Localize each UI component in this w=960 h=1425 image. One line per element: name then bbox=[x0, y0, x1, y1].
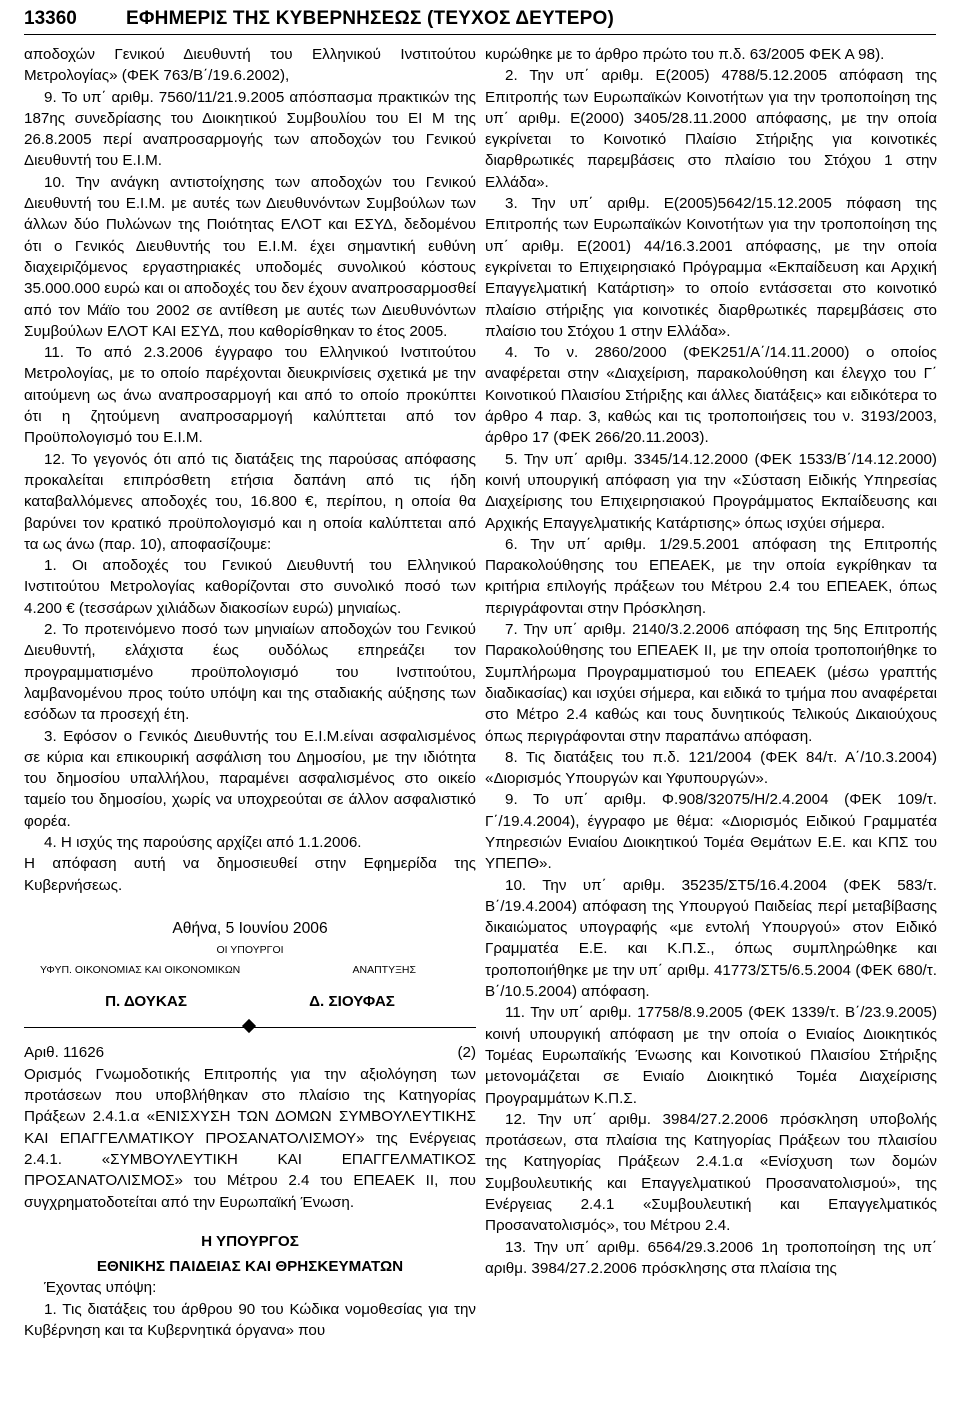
page-number: 13360 bbox=[24, 8, 77, 29]
paragraph: 7. Την υπ΄ αριθμ. 2140/3.2.2006 απόφαση της 5ης Επιτροπής Παρακολούθησης του ΕΠΕΑΕΚ ΙΙ, με την οποία τροποποιήθηκε το Συμπλήρωμα Προγραμματισμού του ΕΠΕΑΕΚ (μέσω γραπτής διαδικασίας) και ισχύει σήμερα, και ειδικά το τμήμα που αναφέρεται στο Μέτρο 2.4 καθώς και τους δυνητικούς Τελικούς Δικαιούχους όπως περιγράφονται στην παραπάνω απόφαση. bbox=[485, 621, 937, 745]
paragraph: 3. Εφόσον ο Γενικός Διευθυντής του Ε.Ι.Μ.είναι ασφαλισμένος σε κύρια και επικουρική ασφάλιση του Δημοσίου, με την ιδιότητα του δημοσίου υπαλλήλου, παραμένει ασφαλισμένος στο οικείο ταμείο του δημοσίου, χωρίς να υποχρεούται σε άλλον ασφαλιστικό φορέα. bbox=[24, 727, 476, 830]
decision-header bbox=[24, 1042, 476, 1063]
paragraph: 9. Το υπ΄ αριθμ. 7560/11/21.9.2005 απόσπασμα πρακτικών της 187ης συνεδρίασης του Διοικητικού Συμβουλίου του ΕΙ Μ της 26.8.2005 περί αναπροσαρμογής των αποδοχών του Γενικού Διευθυντή του Ε.Ι.Μ. bbox=[24, 88, 476, 170]
right-signatory-role: ΑΝΑΠΤΥΞΗΣ bbox=[352, 964, 416, 977]
paragraph: 2. Την υπ΄ αριθμ. Ε(2005) 4788/5.12.2005 απόφαση της Επιτροπής των Ευρωπαϊκών Κοινοτήτων για την τροποποίηση της υπ΄ αριθμ. Ε(2000) 3405/28.11.2000 απόφασης, με την οποία εγκρίνεται το Κοινοτικό Πλαίσιο Στήριξης για κοινοτικές διαρθρωτικές παρεμβάσεις στο πλαίσιο του Στόχου 1 στην Ελλάδα». bbox=[485, 67, 937, 191]
minister-title: Η ΥΠΟΥΡΓΟΣ bbox=[201, 1232, 299, 1250]
signature-ministers-label bbox=[24, 941, 476, 959]
minister-ministry: ΕΘΝΙΚΗΣ ΠΑΙΔΕΙΑΣ ΚΑΙ ΘΡΗΣΚΕΥΜΑΤΩΝ bbox=[96, 1258, 404, 1276]
ministers-label: ΟΙ ΥΠΟΥΡΓΟΙ bbox=[216, 944, 284, 957]
paragraph: 10. Την ανάγκη αντιστοίχησης των αποδοχών του Γενικού Διευθυντή του Ε.Ι.Μ. με αυτές των Διευθυνόντων Συμβούλων των άλλων δύο Πυλώνων της Ποιότητας ΕΛΟΤ και ΕΣΥΔ, δεδομένου ότι ο Γενικός Διευθυντής του Ε.Ι.Μ. έχει σημαντική ευθύνη διαχειριζόμενος εργαστηριακές υποδομές συνολικού κόστους 35.000.000 ευρώ και οι αποδοχές του δεν έχουν αναπροσαρμοσθεί από τον Μάϊο του 2002 σε αντίθεση με αυτές των Διευθυνόντων Συμβούλων ΕΛΟΤ ΚΑΙ ΕΣΥΔ, που καθορίσθηκαν το έτος 2005. bbox=[24, 173, 476, 340]
paragraph: αποδοχών Γενικού Διευθυντή του Ελληνικού Ινστιτούτου Μετρολογίας» (ΦΕΚ 763/Β΄/19.6.2002), bbox=[24, 46, 476, 85]
paragraph: 9. Το υπ΄ αριθμ. Φ.908/32075/Η/2.4.2004 (ΦΕΚ 109/τ. Γ΄/19.4.2004), έγγραφο με θέμα: «Διορισμός Ειδικού Γραμματέα Υπηρεσιών Ενιαίου Διοικητικού Τομέα Θεμάτων Ε.Ε. και ΚΠΣ του ΥΠΕΠΘ». bbox=[485, 791, 937, 873]
section-divider bbox=[24, 1016, 476, 1038]
signature-roles bbox=[24, 961, 476, 979]
gazette-title: ΕΦΗΜΕΡΙΣ ΤΗΣ ΚΥΒΕΡΝΗΣΕΩΣ (ΤΕΥΧΟΣ ΔΕΥΤΕΡΟ) bbox=[126, 8, 614, 29]
paragraph: κυρώθηκε με το άρθρο πρώτο του π.δ. 63/2005 ΦΕΚ Α 98). bbox=[485, 46, 885, 63]
left-signatory-role: ΥΦΥΠ. ΟΙΚΟΝΟΜΙΑΣ ΚΑΙ ΟΙΚΟΝΟΜΙΚΩΝ bbox=[40, 964, 241, 977]
decision-subject: Ορισμός Γνωμοδοτικής Επιτροπής για την αξιολόγηση των προτάσεων που υποβλήθηκαν στο πλαίσιο της Κατηγορίας Πράξεων 2.4.1.α «ΕΝΙΣΧΥΣΗ ΤΩΝ ΔΟΜΩΝ ΣΥΜΒΟΥΛΕΥΤΙΚΗΣ ΚΑΙ ΕΠΑΓΓΕΛΜΑΤΙΚΟΥ ΠΡΟΣΑΝΑΤΟΛΙΣΜΟΥ» της Ενέργειας 2.4.1. «ΣΥΜΒΟΥΛΕΥΤΙΚΗ ΚΑΙ ΕΠΑΓΓΕΛΜΑΤΙΚΟΣ ΠΡΟΣΑΝΑΤΟΛΙΣΜΟΣ» του Μέτρου 2.4 του ΕΠΕΑΕΚ ΙΙ, που συγχρηματοδοτείται από την Ευρωπαϊκή Ένωση. bbox=[24, 1065, 476, 1211]
signature-names bbox=[24, 991, 476, 1012]
page-header bbox=[24, 4, 936, 35]
paragraph: 12. Το γεγονός ότι από τις διατάξεις της παρούσας απόφασης προκαλείται επιπρόσθετη ετήσια δαπάνη από τις ήδη καταβαλλόμενες αποδοχές του, 16.800 €, περίπου, η οποία θα βαρύνει τον κρατικό προϋπολογισμό και η οποία καλύπτεται από τα ως άνω (παρ. 10), αποφασίζουμε: bbox=[24, 450, 476, 553]
paragraph: 11. Το από 2.3.2006 έγγραφο του Ελληνικού Ινστιτούτου Μετρολογίας, με το οποίο παρέχονται διευκρινίσεις σχετικά με την αιτούμενη ως άνω αναπροσαρμογή και από το οποίο προκύπτει ότι η ζητούμενη αναπροσαρμογή καλύπτεται από τον Προϋπολογισμό του Ε.Ι.Μ. bbox=[24, 344, 476, 447]
paragraph: 6. Την υπ΄ αριθμ. 1/29.5.2001 απόφαση της Επιτροπής Παρακολούθησης του ΕΠΕΑΕΚ, με την οποία εγκρίθηκαν τα κριτήρια επιλογής πράξεων του Μέτρου 2.4 του ΕΠΕΑΕΚ, όπως περιγράφονται στην Πρόσκληση. bbox=[485, 535, 937, 617]
paragraph: 1. Τις διατάξεις του άρθρου 90 του Κώδικα νομοθεσίας για την Κυβέρνηση και τα Κυβερνητικά όργανα» που bbox=[24, 1300, 476, 1340]
paragraph: 4. Το ν. 2860/2000 (ΦΕΚ251/Α΄/14.11.2000) ο οποίος αναφέρεται στην «Διαχείριση, παρακολούθηση και έλεγχο του Γ΄ Κοινοτικού Πλαισίου Στήριξης και άλλες διατάξεις» και ειδικότερα το άρθρο 4 παρ. 3, καθώς και τις τροποποιήσεις του ν. 3193/2003, άρθρο 17 (ΦΕΚ 266/20.11.2003). bbox=[485, 344, 937, 447]
signature-place-date: Αθήνα, 5 Ιουνίου 2006 bbox=[172, 919, 328, 937]
paragraph: 1. Οι αποδοχές του Γενικού Διευθυντή του Ελληνικού Ινστιτούτου Μετρολογίας καθορίζονται στο συνολικό ποσό των 4.200 € (τεσσάρων χιλιάδων διακοσίων ευρώ) μηνιαίως. bbox=[24, 557, 476, 617]
diamond-icon bbox=[242, 1019, 256, 1033]
paragraph: 11. Την υπ΄ αριθμ. 17758/8.9.2005 (ΦΕΚ 1339/τ. Β΄/23.9.2005) κοινή υπουργική απόφαση με την οποία ο Ενιαίος Διοικητικός Τομέας Ευρωπαϊκής Ένωσης και Κοινοτικού Πλαισίου Στήριξης μετονομάζεται σε Ενιαίο Διοικητικό Τομέα Διαχείρισης Προγραμμάτων Κ.Π.Σ. bbox=[485, 1004, 937, 1107]
right-signatory-name: Δ. ΣΙΟΥΦΑΣ bbox=[309, 993, 395, 1011]
paragraph: 12. Την υπ΄ αριθμ. 3984/27.2.2006 πρόσκληση υποβολής προτάσεων, στα πλαίσια της Κατηγορίας Πράξεων του πλαισίου της Κατηγορίας Πράξεων 2.4.1.α «Ενίσχυση των δομών Συμβουλευτικής και Επαγγελματικού Προσανατολισμού», της Ενέργειας 2.4.1 «Συμβουλευτική και Επαγγελματικός Προσανατολισμός», του Μέτρου 2.4. bbox=[485, 1110, 937, 1235]
paragraph: 8. Τις διατάξεις του π.δ. 121/2004 (ΦΕΚ 84/τ. Α΄/10.3.2004) «Διορισμός Υπουργών και Υφυπουργών». bbox=[485, 748, 937, 788]
paragraph: 2. Το προτεινόμενο ποσό των μηνιαίων αποδοχών του Γενικού Διευθυντή, ελάχιστα έως ουδόλως επηρεάζει τον προγραμματισμένο προϋπολογισμό του Ινστιτούτου, λαμβανομένου προς τούτο υπόψη και της σταδιακής αύξησης των εσόδων τα προσεχή έτη. bbox=[24, 621, 476, 724]
paragraph: 4. Η ισχύς της παρούσης αρχίζει από 1.1.2006. bbox=[44, 833, 362, 851]
left-signatory-name: Π. ΔΟΥΚΑΣ bbox=[105, 993, 187, 1011]
left-column bbox=[24, 44, 476, 1341]
paragraph: 10. Την υπ΄ αριθμ. 35235/ΣΤ5/16.4.2004 (ΦΕΚ 583/τ. Β΄/19.4.2004) απόφαση της Υπουργού Παιδείας περί μεταβίβασης δικαιώματος υπογραφής «με εντολή Υπουργού» στον Ειδικό Γραμματέα Ε.Ε. και Κ.Π.Σ., όπως συμπληρώθηκε και τροποποιήθηκε με την υπ΄ αριθμ. 41773/ΣΤ5/6.5.2004 (ΦΕΚ 680/τ. Β΄/10.5.2004) απόφαση. bbox=[485, 876, 937, 1001]
having-considered: Έχοντας υπόψη: bbox=[44, 1279, 157, 1297]
decision-index: (2) bbox=[457, 1044, 476, 1062]
paragraph: 13. Την υπ΄ αριθμ. 6564/29.3.2006 1η τροποποίηση της υπ΄ αριθμ. 3984/27.2.2006 πρόσκλησης στα πλαίσια της bbox=[485, 1238, 937, 1277]
paragraph: 5. Την υπ΄ αριθμ. 3345/14.12.2000 (ΦΕΚ 1533/Β΄/14.12.2000) κοινή υπουργική απόφαση για την «Σύσταση Ειδικής Υπηρεσίας Διαχείρισης του Επιχειρησιακού Προγράμματος Εκπαίδευσης και Αρχικής Επαγγελματικής Κατάρτισης» όπως ισχύει σήμερα. bbox=[485, 450, 937, 532]
decision-number: Αριθ. 11626 bbox=[24, 1044, 105, 1062]
paragraph: 3. Την υπ΄ αριθμ. Ε(2005)5642/15.12.2005 πόφαση της Επιτροπής των Ευρωπαϊκών Κοινοτήτων για την τροποποίηση της υπ΄ αριθμ. Ε(2001) 44/16.3.2001 απόφασης, με την οποία εγκρίνεται το Επιχειρησιακό Πρόγραμμα «Εκπαίδευση και Αρχική Επαγγελματική Κατάρτιση» το οποίο εντάσσεται στο κοινοτικό πλαίσιο στήριξης για κοινοτικές διαρθρωτικές παρεμβάσεις στο πλαίσιο του Στόχου 1 στην Ελλάδα». bbox=[485, 195, 937, 340]
right-column bbox=[485, 44, 937, 1279]
paragraph: Η απόφαση αυτή να δημοσιευθεί στην Εφημερίδα της Κυβερνήσεως. bbox=[24, 855, 476, 894]
